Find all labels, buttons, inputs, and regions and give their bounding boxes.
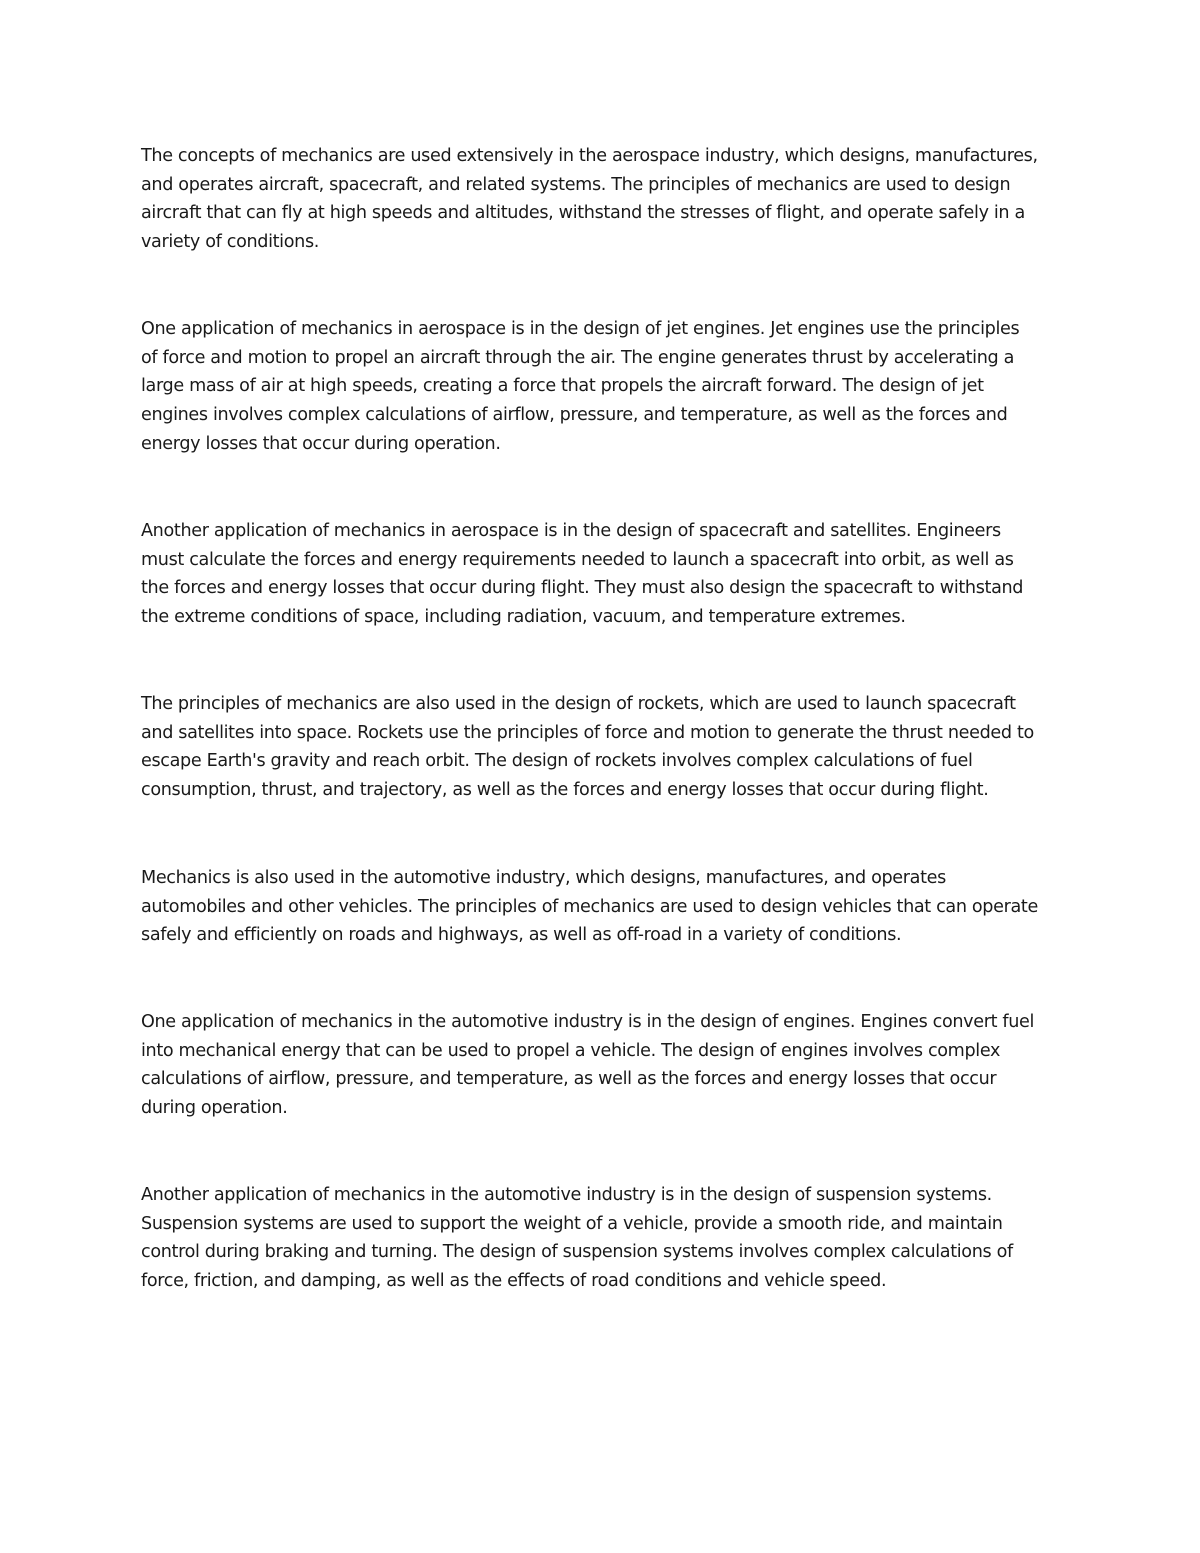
paragraph-automotive-intro bbox=[141, 864, 1071, 950]
paragraph-spacecraft bbox=[141, 517, 1071, 632]
text-line: Another application of mechanics in aerospace is in the design of spacecraft and satellites. Engineers bbox=[141, 521, 1001, 541]
text-line: Another application of mechanics in the automotive industry is in the design of suspension systems. bbox=[141, 1185, 992, 1205]
text-line: Suspension systems are used to support the weight of a vehicle, provide a smooth ride, and maintain bbox=[141, 1213, 1003, 1234]
text-line: must calculate the forces and energy requirements needed to launch a spacecraft into orbit, as well as bbox=[141, 549, 1014, 570]
paragraph-jet-engines bbox=[141, 315, 1071, 459]
text-line: Mechanics is also used in the automotive industry, which designs, manufactures, and operates bbox=[141, 868, 946, 888]
text-line: into mechanical energy that can be used to propel a vehicle. The design of engines involves complex bbox=[141, 1040, 1001, 1061]
text-line: The principles of mechanics are also used in the design of rockets, which are used to launch spacecraft bbox=[141, 694, 1016, 714]
text-line: automobiles and other vehicles. The principles of mechanics are used to design vehicles that can operate bbox=[141, 896, 1038, 917]
paragraph-automotive-engines bbox=[141, 1008, 1071, 1123]
text-line: aircraft that can fly at high speeds and altitudes, withstand the stresses of flight, and operate safely in a bbox=[141, 203, 1025, 224]
text-line: and satellites into space. Rockets use the principles of force and motion to generate the thrust needed to bbox=[141, 722, 1034, 743]
text-line: consumption, thrust, and trajectory, as well as the forces and energy losses that occur during flight. bbox=[141, 780, 989, 801]
text-line: variety of conditions. bbox=[141, 232, 319, 253]
text-line: of force and motion to propel an aircraft through the air. The engine generates thrust by accelerating a bbox=[141, 347, 1015, 368]
text-line: the forces and energy losses that occur during flight. They must also design the spacecraft to withstand bbox=[141, 578, 1024, 599]
text-line: large mass of air at high speeds, creating a force that propels the aircraft forward. The design of jet bbox=[141, 376, 984, 397]
text-line: escape Earth's gravity and reach orbit. The design of rockets involves complex calculations of fuel bbox=[141, 751, 973, 772]
text-line: engines involves complex calculations of airflow, pressure, and temperature, as well as the forces and bbox=[141, 405, 1008, 426]
text-line: calculations of airflow, pressure, and temperature, as well as the forces and energy losses that occur bbox=[141, 1069, 997, 1090]
paragraph-aerospace-intro bbox=[141, 142, 1071, 257]
text-line: control during braking and turning. The design of suspension systems involves complex calculations of bbox=[141, 1242, 1013, 1263]
text-line: and operates aircraft, spacecraft, and related systems. The principles of mechanics are used to design bbox=[141, 174, 1011, 195]
text-line: One application of mechanics in aerospace is in the design of jet engines. Jet engines use the principles bbox=[141, 319, 1020, 339]
paragraph-rockets bbox=[141, 690, 1071, 805]
text-line: The concepts of mechanics are used extensively in the aerospace industry, which designs, manufactures, bbox=[141, 146, 1038, 166]
text-line: One application of mechanics in the automotive industry is in the design of engines. Engines convert fuel bbox=[141, 1012, 1035, 1032]
text-line: during operation. bbox=[141, 1098, 288, 1119]
text-line: safely and efficiently on roads and highways, as well as off-road in a variety of conditions. bbox=[141, 925, 902, 946]
text-line: energy losses that occur during operation. bbox=[141, 433, 501, 454]
text-line: force, friction, and damping, as well as the effects of road conditions and vehicle speed. bbox=[141, 1271, 887, 1292]
text-line: the extreme conditions of space, including radiation, vacuum, and temperature extremes. bbox=[141, 607, 906, 628]
paragraph-suspension bbox=[141, 1181, 1071, 1296]
